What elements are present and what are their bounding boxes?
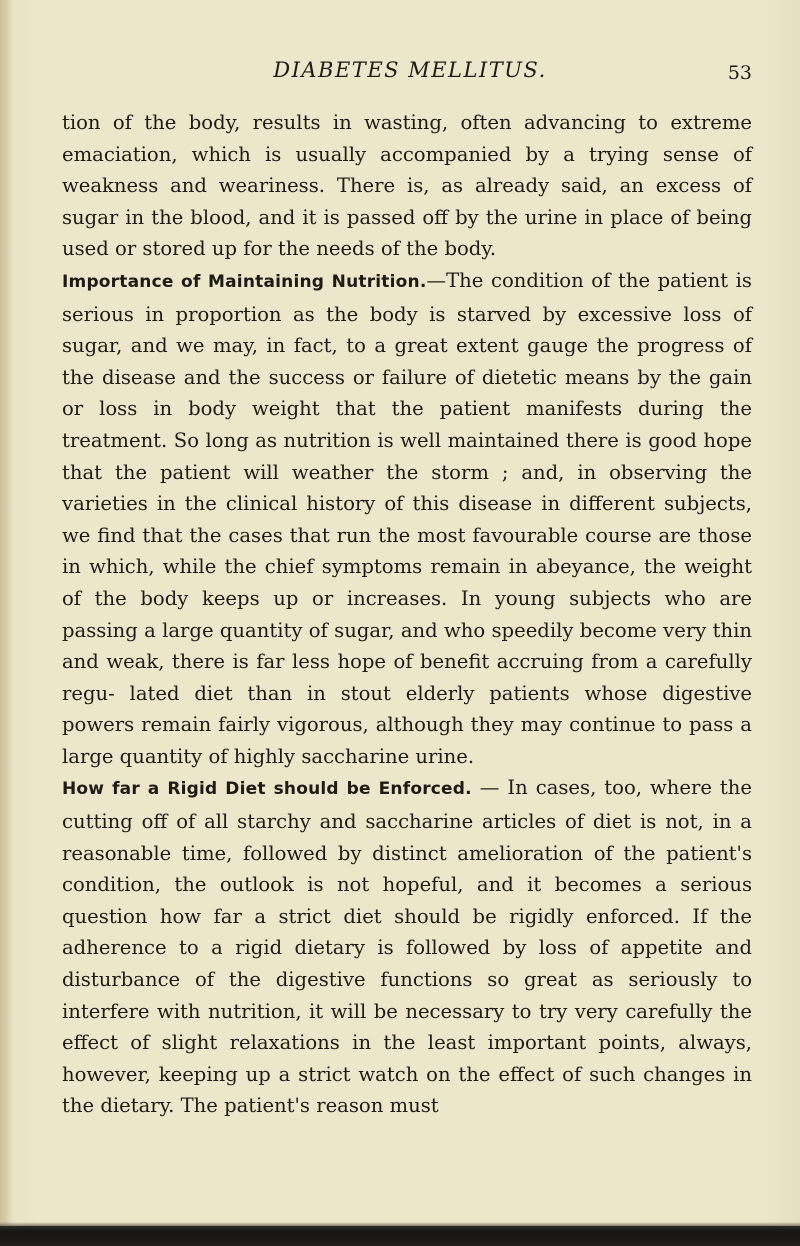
body-text [62,107,752,1122]
paragraph-2-text: —The condition of the patient is serious in proportion as the body is starved by excessive loss of sugar, and we may, in fact, to a great extent gauge the progress of the disease and the success or failure of dietetic means by the gain or loss in body weight that the patient manifests during the treatment. So long as nutrition is well maintained there is good hope that the patient will weather the storm ; and, in observing the varieties in the clinical history of this disease in different subjects, we find that the cases that run the most favourable course are those in which, while the chief symptoms remain in abeyance, the weight of the body keeps up or increases. In young subjects who are passing a large quantity of sugar, and who speedily become very thin and weak, there is far less hope of benefit accruing from a carefully regu- lated diet than in stout elderly patients whose digestive powers remain fairly vigorous, although they may continue to pass a large quantity of highly saccharine urine. [62,268,752,768]
running-head [0,58,800,88]
paragraph-3 [62,772,752,1122]
scan-bottom-band [0,1226,800,1246]
spine-shadow [0,0,12,1246]
paragraph-2 [62,265,752,773]
paragraph-3-text: — In cases, too, where the cutting off of all starchy and saccharine articles of diet is not, in a reasonable time, followed by distinct amelioration of the patient's condition, the outlook is not hopeful, and it becomes a serious question how far a strict diet should be rigidly enforced. If the adherence to a rigid dietary is followed by loss of appetite and disturbance of the digestive functions so great as seriously to interfere with nutrition, it will be necessary to try very carefully the effect of slight relaxations in the least important points, always, however, keeping up a strict watch on the effect of such changes in the dietary. The patient's reason must [62,776,752,1118]
page-number: 53 [727,62,752,84]
running-head-title: DIABETES MELLITUS. [273,58,547,82]
section-heading-nutrition: Importance of Maintaining Nutrition. [62,271,427,292]
paragraph-1: tion of the body, results in wasting, often advancing to extreme emaciation, which is usually accompanied by a trying sense of weakness and weariness. There is, as already said, an excess of sugar in the blood, and it is passed off by the urine in place of being used or stored up for the needs of the body. [62,111,752,261]
section-heading-rigid-diet: How far a Rigid Diet should be Enforced. [62,779,472,800]
